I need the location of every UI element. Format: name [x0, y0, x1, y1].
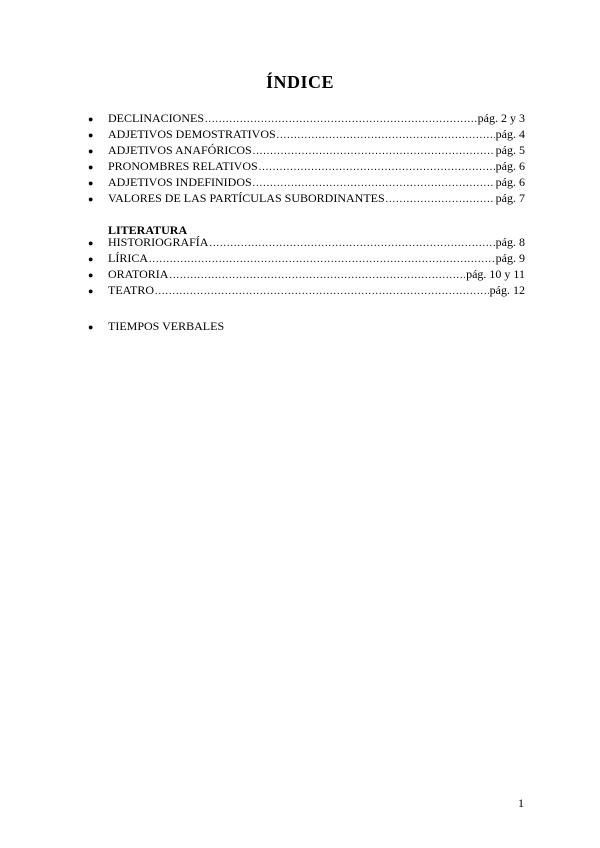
- bullet-icon: ●: [88, 322, 94, 332]
- toc-entry[interactable]: [88, 142, 525, 158]
- dot-leader: [155, 284, 489, 300]
- bullet-icon: ●: [88, 162, 94, 172]
- toc-entry-label: TEATRO: [108, 283, 154, 297]
- bullet-icon: ●: [88, 238, 94, 248]
- bullet-icon: ●: [88, 178, 94, 188]
- toc-entry-label: ORATORIA: [108, 267, 169, 281]
- toc-extra-list: [88, 318, 525, 334]
- toc-page-ref: pág. 4: [495, 127, 525, 141]
- toc-entry-label: DECLINACIONES: [108, 111, 204, 125]
- toc-page-ref: pág. 12: [489, 283, 525, 297]
- bullet-icon: ●: [88, 254, 94, 264]
- toc-entry[interactable]: [88, 318, 525, 334]
- toc-entry-label: TIEMPOS VERBALES: [108, 319, 225, 333]
- bullet-icon: ●: [88, 286, 94, 296]
- toc-entry[interactable]: [88, 282, 525, 298]
- section-heading-literatura: LITERATURA: [108, 223, 188, 237]
- toc-entry[interactable]: [88, 266, 525, 282]
- bullet-icon: ●: [88, 270, 94, 280]
- toc-entry[interactable]: [88, 190, 525, 206]
- bullet-icon: ●: [88, 194, 94, 204]
- toc-page-ref: pág. 5: [495, 143, 525, 157]
- toc-entry-label: LÍRICA: [108, 251, 148, 265]
- toc-page-ref: pág. 6: [495, 175, 525, 189]
- toc-entry-label: PRONOMBRES RELATIVOS: [108, 159, 258, 173]
- toc-entry[interactable]: [88, 110, 525, 126]
- bullet-icon: ●: [88, 114, 94, 124]
- toc-page-ref: pág. 10 y 11: [466, 267, 525, 281]
- page-title: ÍNDICE: [265, 72, 334, 92]
- toc-entry[interactable]: [88, 174, 525, 190]
- toc-entry[interactable]: [88, 158, 525, 174]
- toc-page-ref: pág. 9: [495, 251, 525, 265]
- toc-page-ref: pág. 6: [495, 159, 525, 173]
- toc-entry-label: VALORES DE LAS PARTÍCULAS SUBORDINANTES: [108, 191, 385, 205]
- toc-literature-list: [88, 234, 525, 298]
- toc-entry-label: ADJETIVOS ANAFÓRICOS: [108, 143, 252, 157]
- toc-entry-label: HISTORIOGRAFÍA: [108, 235, 209, 249]
- toc-entry[interactable]: [88, 250, 525, 266]
- toc-entry[interactable]: [88, 234, 525, 250]
- toc-entry-label: ADJETIVOS INDEFINIDOS: [108, 175, 252, 189]
- toc-entry-label: ADJETIVOS DEMOSTRATIVOS: [108, 127, 276, 141]
- toc-grammar-list: [88, 110, 525, 206]
- dot-leader: [386, 192, 495, 208]
- bullet-icon: ●: [88, 130, 94, 140]
- toc-page-ref: pág. 2 y 3: [477, 111, 525, 125]
- bullet-icon: ●: [88, 146, 94, 156]
- page-number: 1: [518, 796, 524, 810]
- toc-entry[interactable]: [88, 126, 525, 142]
- toc-page-ref: pág. 7: [495, 191, 525, 205]
- toc-page-ref: pág. 8: [495, 235, 525, 249]
